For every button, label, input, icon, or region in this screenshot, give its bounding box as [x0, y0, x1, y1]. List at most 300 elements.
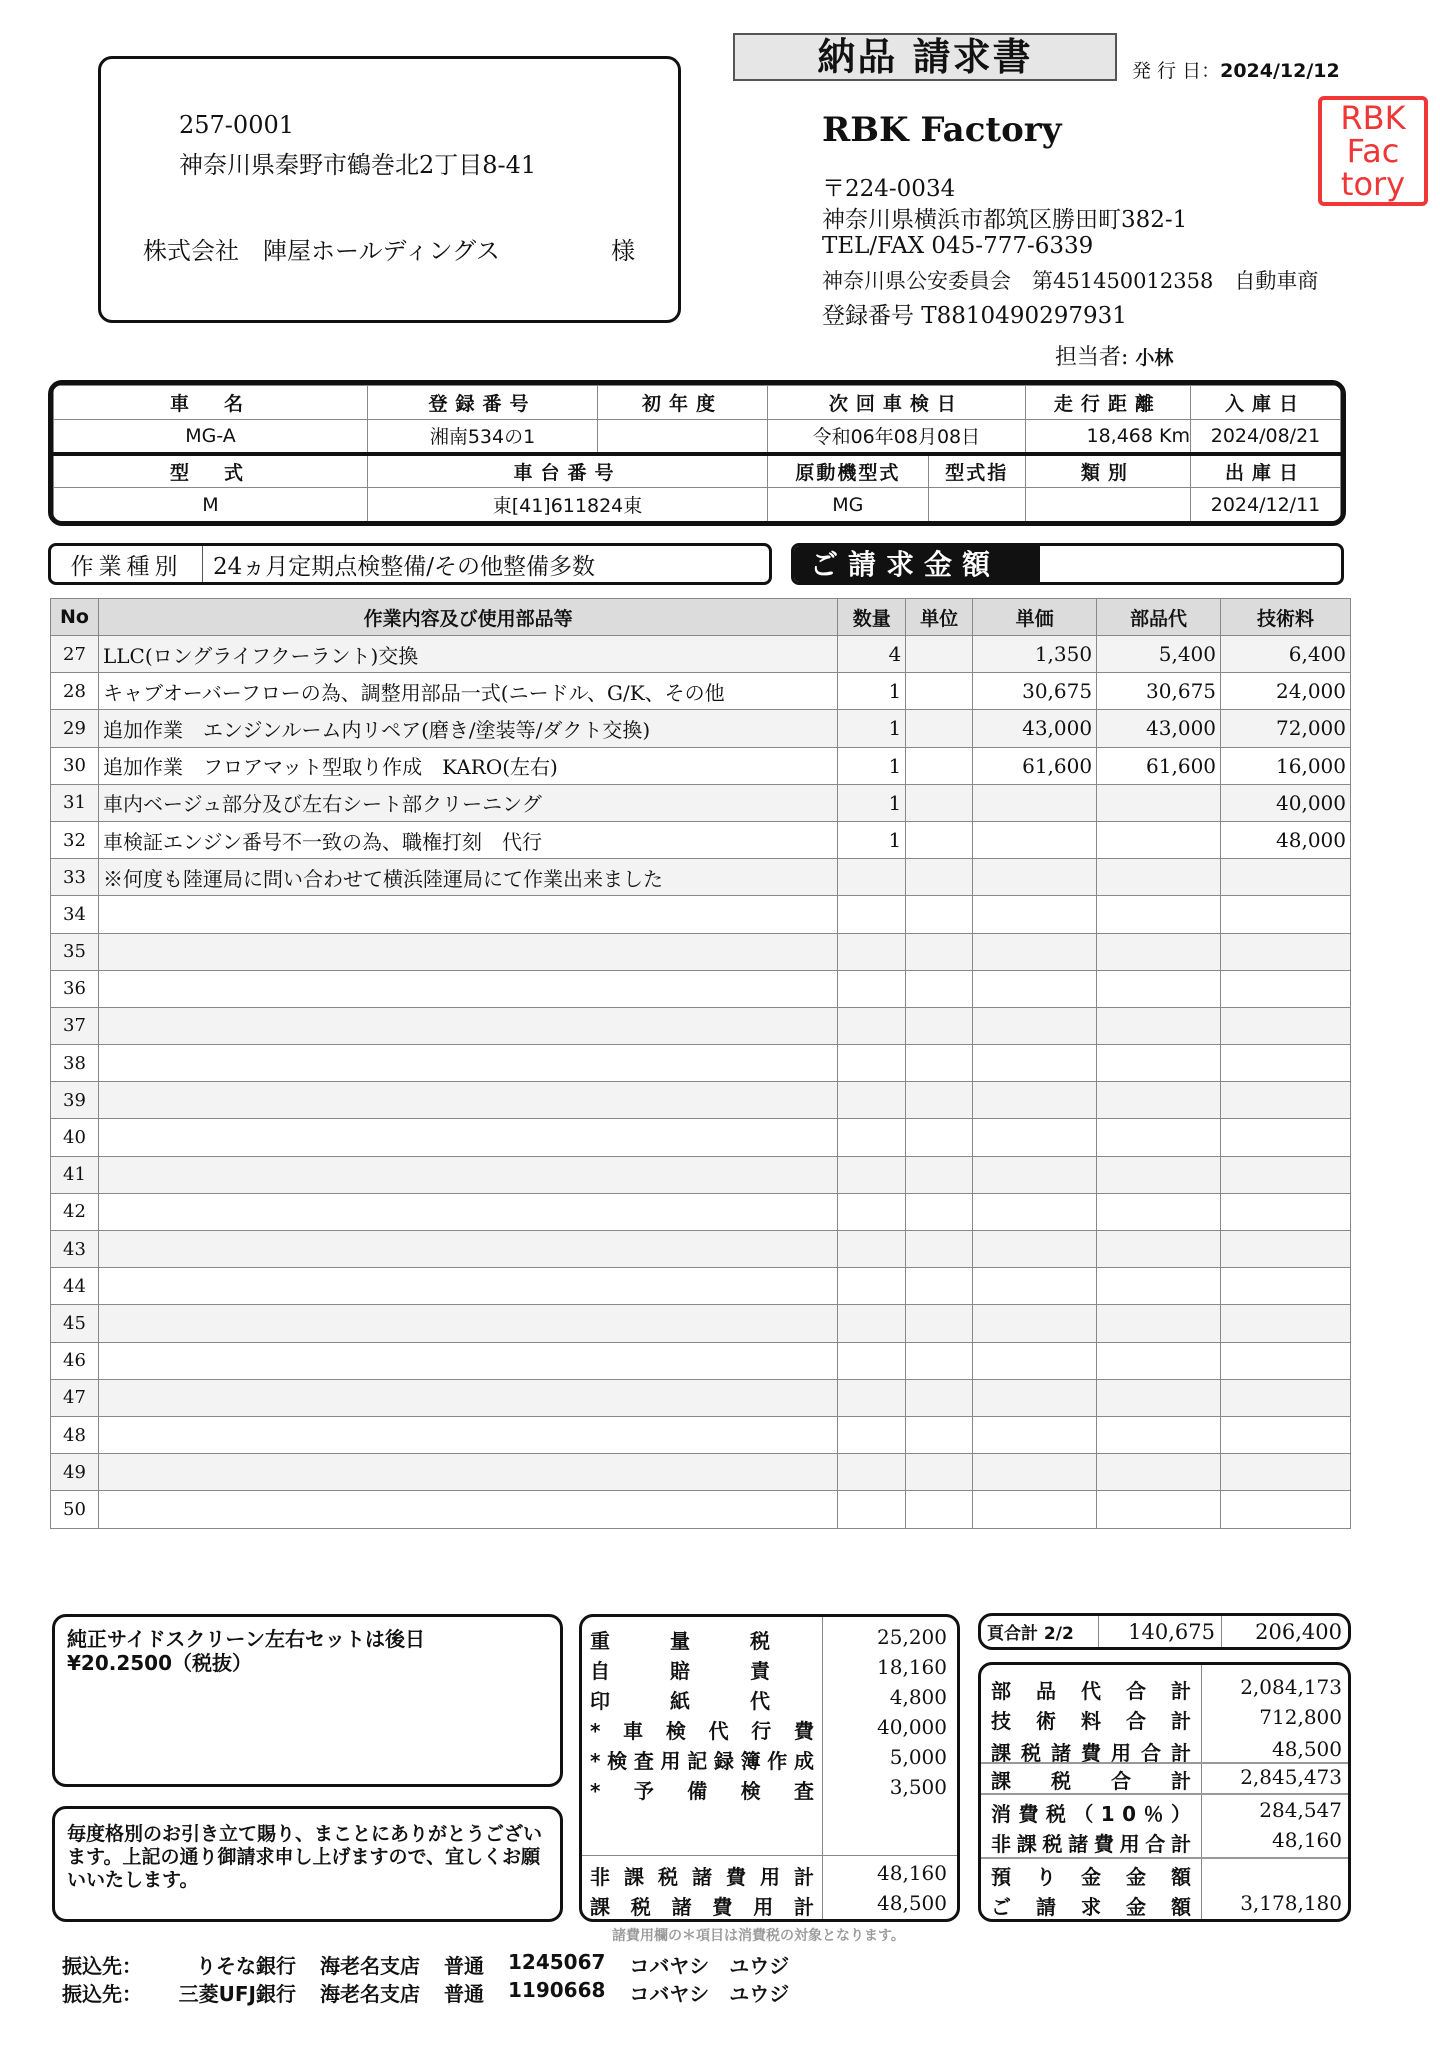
fee-row: [582, 1625, 957, 1655]
cell-qty: [838, 1305, 906, 1342]
table-row: [51, 1045, 1351, 1082]
page-total-box: [978, 1613, 1351, 1650]
column-header: 単位: [906, 599, 973, 636]
cell-price: 1,350: [973, 636, 1097, 673]
cell-no: 48: [51, 1416, 99, 1453]
cell-no: 35: [51, 933, 99, 970]
bank-holder: コバヤシ ユウジ: [629, 1982, 790, 2006]
cell-unit: [906, 1305, 973, 1342]
cell-no: 41: [51, 1156, 99, 1193]
cell-parts: [1097, 1193, 1221, 1230]
customer-address: 神奈川県秦野市鶴巻北2丁目8-41: [179, 151, 537, 179]
cell-unit: [906, 933, 973, 970]
table-row: [51, 933, 1351, 970]
company-name: RBK Factory: [822, 110, 1062, 150]
total-value: 2,845,473: [1240, 1765, 1342, 1789]
cell-no: 46: [51, 1342, 99, 1379]
total-label: 課税諸費用合計: [991, 1741, 1201, 1765]
cell-qty: 1: [838, 821, 906, 858]
cell-qty: [838, 970, 906, 1007]
total-row: [981, 1705, 1348, 1735]
cell-no: 40: [51, 1119, 99, 1156]
cell-qty: [838, 1119, 906, 1156]
cell-price: [973, 933, 1097, 970]
cell-desc: [98, 1231, 837, 1268]
cell-price: [973, 1342, 1097, 1379]
cell-parts: [1097, 821, 1221, 858]
table-row: [51, 1156, 1351, 1193]
vehicle-value: 18,468 Km: [1025, 420, 1190, 454]
page-total-tech: 206,400: [1255, 1619, 1342, 1644]
cell-desc: ※何度も陸運局に問い合わせて横浜陸運局にて作業出来ました: [98, 859, 837, 896]
table-row: [51, 1491, 1351, 1528]
cell-desc: [98, 1268, 837, 1305]
cell-desc: 追加作業 エンジンルーム内リペア(磨き/塗装等/ダクト交換): [98, 710, 837, 747]
vehicle-header: 出庫日: [1191, 454, 1341, 488]
fee-value: 18,160: [877, 1655, 947, 1679]
fee-label: 印紙代: [590, 1689, 830, 1713]
cell-qty: [838, 933, 906, 970]
bank-holder: コバヤシ ユウジ: [629, 1954, 790, 1978]
bank-branch: 海老名支店: [320, 1982, 420, 2006]
column-header: 作業内容及び使用部品等: [98, 599, 837, 636]
vehicle-value: 2024/08/21: [1191, 420, 1341, 454]
cell-parts: [1097, 1007, 1221, 1044]
customer-postal: 257-0001: [179, 111, 294, 139]
bank-label: 振込先：: [62, 1954, 142, 1978]
cell-no: 34: [51, 896, 99, 933]
fee-row: [582, 1715, 957, 1745]
cell-tech: 40,000: [1221, 784, 1351, 821]
cell-unit: [906, 859, 973, 896]
cell-unit: [906, 821, 973, 858]
cell-unit: [906, 1082, 973, 1119]
fee-row: [582, 1655, 957, 1685]
billing-amount-box: [791, 543, 1344, 585]
vehicle-value: 湘南534の1: [368, 420, 598, 454]
cell-qty: [838, 1045, 906, 1082]
cell-parts: 5,400: [1097, 636, 1221, 673]
cell-parts: [1097, 896, 1221, 933]
cell-parts: [1097, 1045, 1221, 1082]
cell-tech: [1221, 933, 1351, 970]
cell-unit: [906, 1491, 973, 1528]
customer-name: 株式会社 陣屋ホールディングス: [143, 237, 500, 265]
table-row: [51, 1119, 1351, 1156]
column-header: 数量: [838, 599, 906, 636]
cell-tech: [1221, 1342, 1351, 1379]
cell-no: 36: [51, 970, 99, 1007]
cell-qty: [838, 1342, 906, 1379]
cell-qty: [838, 1379, 906, 1416]
cell-parts: [1097, 1379, 1221, 1416]
table-row: [51, 1193, 1351, 1230]
cell-parts: [1097, 1231, 1221, 1268]
cell-qty: 1: [838, 747, 906, 784]
cell-price: [973, 1491, 1097, 1528]
total-label: ご請求金額: [991, 1895, 1216, 1919]
fee-row: [582, 1685, 957, 1715]
cell-unit: [906, 673, 973, 710]
cell-unit: [906, 1045, 973, 1082]
cell-price: [973, 1379, 1097, 1416]
total-value: 3,178,180: [1240, 1891, 1342, 1915]
table-row: [51, 636, 1351, 673]
company-seal-stamp: RBK Fac tory: [1318, 96, 1428, 206]
bank-label: 振込先：: [62, 1982, 142, 2006]
cell-unit: [906, 1379, 973, 1416]
column-header: 部品代: [1097, 599, 1221, 636]
vehicle-header: 初年度: [598, 386, 768, 420]
cell-no: 37: [51, 1007, 99, 1044]
cell-unit: [906, 1231, 973, 1268]
vehicle-value: 2024/12/11: [1191, 488, 1341, 522]
cell-price: 30,675: [973, 673, 1097, 710]
cell-unit: [906, 1119, 973, 1156]
total-label: 非課税諸費用合計: [991, 1832, 1197, 1856]
cell-desc: [98, 1193, 837, 1230]
total-value: 48,160: [1272, 1828, 1342, 1852]
vehicle-value: MG-A: [54, 420, 368, 454]
cell-unit: [906, 1193, 973, 1230]
table-row: [51, 747, 1351, 784]
fee-label: 重量税: [590, 1629, 830, 1653]
cell-price: [973, 1156, 1097, 1193]
cell-tech: [1221, 1119, 1351, 1156]
cell-no: 42: [51, 1193, 99, 1230]
items-table: [50, 598, 1351, 1529]
table-row: [51, 896, 1351, 933]
cell-parts: [1097, 784, 1221, 821]
table-row: [51, 821, 1351, 858]
issue-date-value: 2024/12/12: [1220, 60, 1340, 82]
cell-tech: [1221, 896, 1351, 933]
vehicle-header: 車 名: [54, 386, 368, 420]
issue-date-label: 発 行 日：: [1132, 60, 1221, 82]
cell-price: [973, 784, 1097, 821]
total-label: 部品代合計: [991, 1679, 1216, 1703]
cell-desc: [98, 1156, 837, 1193]
bank-type: 普通: [444, 1982, 484, 2006]
cell-price: 43,000: [973, 710, 1097, 747]
table-row: [51, 1416, 1351, 1453]
cell-qty: [838, 859, 906, 896]
company-tel: TEL/FAX 045-777-6339: [822, 233, 1094, 259]
cell-no: 49: [51, 1454, 99, 1491]
bank-account: 1190668: [508, 1978, 606, 2002]
cell-unit: [906, 1156, 973, 1193]
cell-no: 44: [51, 1268, 99, 1305]
cell-unit: [906, 784, 973, 821]
cell-parts: [1097, 1491, 1221, 1528]
work-type-box: [48, 543, 772, 585]
cell-qty: 1: [838, 710, 906, 747]
vehicle-value: 令和06年08月08日: [768, 420, 1026, 454]
total-row: [981, 1861, 1348, 1891]
vehicle-value: MG: [768, 488, 929, 522]
company-registration: 登録番号 T8810490297931: [822, 303, 1127, 329]
cell-price: [973, 821, 1097, 858]
table-row: [51, 1231, 1351, 1268]
fee-subtotal-value: 48,500: [877, 1891, 947, 1915]
vehicle-header: 次回車検日: [768, 386, 1026, 420]
cell-qty: [838, 1231, 906, 1268]
cell-unit: [906, 747, 973, 784]
cell-tech: 24,000: [1221, 673, 1351, 710]
cell-qty: 4: [838, 636, 906, 673]
column-header: No: [51, 599, 99, 636]
cell-qty: [838, 1082, 906, 1119]
vehicle-value: M: [54, 488, 368, 522]
cell-desc: [98, 1379, 837, 1416]
fee-subtotal-label: 非課税諸費用計: [590, 1865, 828, 1889]
total-label: 預り金金額: [991, 1865, 1216, 1889]
cell-unit: [906, 970, 973, 1007]
table-row: [51, 673, 1351, 710]
vehicle-header: 車台番号: [368, 454, 768, 488]
cell-parts: [1097, 1454, 1221, 1491]
column-header: 単価: [973, 599, 1097, 636]
table-row: [51, 1342, 1351, 1379]
bank-branch: 海老名支店: [320, 1954, 420, 1978]
vehicle-header: 型 式: [54, 454, 368, 488]
cell-tech: 72,000: [1221, 710, 1351, 747]
cell-parts: [1097, 933, 1221, 970]
cell-unit: [906, 636, 973, 673]
vehicle-header: 原動機型式: [768, 454, 929, 488]
vehicle-header: 走行距離: [1025, 386, 1190, 420]
cell-no: 50: [51, 1491, 99, 1528]
cell-parts: [1097, 1342, 1221, 1379]
fee-subtotal-row: [582, 1891, 957, 1921]
company-address: 神奈川県横浜市都筑区勝田町382-1: [822, 207, 1188, 233]
cell-no: 32: [51, 821, 99, 858]
cell-no: 33: [51, 859, 99, 896]
cell-qty: [838, 1156, 906, 1193]
cell-unit: [906, 1416, 973, 1453]
table-row: [51, 1379, 1351, 1416]
cell-tech: [1221, 1007, 1351, 1044]
memo-line: ¥20.2500（税抜）: [67, 1651, 253, 1675]
total-row: [981, 1675, 1348, 1705]
cell-qty: [838, 896, 906, 933]
fee-label: 自賠責: [590, 1659, 830, 1683]
cell-no: 38: [51, 1045, 99, 1082]
vehicle-value: [598, 420, 768, 454]
table-row: [51, 970, 1351, 1007]
cell-qty: [838, 1193, 906, 1230]
fee-value: 4,800: [889, 1685, 947, 1709]
cell-desc: [98, 1342, 837, 1379]
cell-unit: [906, 1342, 973, 1379]
cell-tech: [1221, 1082, 1351, 1119]
fee-subtotal-row: [582, 1861, 957, 1891]
cell-tech: [1221, 1193, 1351, 1230]
memo-box: [52, 1614, 563, 1787]
bank-type: 普通: [444, 1954, 484, 1978]
cell-desc: 車検証エンジン番号不一致の為、職権打刻 代行: [98, 821, 837, 858]
cell-no: 29: [51, 710, 99, 747]
cell-parts: [1097, 970, 1221, 1007]
cell-price: [973, 859, 1097, 896]
cell-parts: [1097, 1416, 1221, 1453]
cell-price: [973, 1454, 1097, 1491]
cell-tech: [1221, 1454, 1351, 1491]
customer-address-box: [98, 56, 681, 323]
cell-no: 43: [51, 1231, 99, 1268]
total-row: [981, 1891, 1348, 1921]
bank-bank: りそな銀行: [196, 1954, 296, 1978]
vehicle-header: 類別: [1025, 454, 1190, 488]
cell-unit: [906, 1454, 973, 1491]
table-row: [51, 1007, 1351, 1044]
fee-row: [582, 1745, 957, 1775]
cell-tech: [1221, 1305, 1351, 1342]
cell-price: [973, 1305, 1097, 1342]
cell-no: 45: [51, 1305, 99, 1342]
thanks-message: 毎度格別のお引き立て賜り、まことにありがとうございます。上記の通り御請求申し上げますので、宜しくお願いいたします。: [52, 1806, 563, 1922]
cell-desc: [98, 1305, 837, 1342]
cell-desc: [98, 933, 837, 970]
customer-honorific: 様: [611, 237, 635, 265]
total-value: 712,800: [1259, 1705, 1342, 1729]
vehicle-info-table: [48, 380, 1346, 526]
cell-desc: [98, 896, 837, 933]
total-label: 課税合計: [991, 1769, 1231, 1793]
cell-qty: [838, 1268, 906, 1305]
cell-no: 27: [51, 636, 99, 673]
company-postal: 〒224-0034: [822, 176, 956, 202]
cell-price: [973, 970, 1097, 1007]
cell-tech: [1221, 970, 1351, 1007]
cell-price: [973, 1193, 1097, 1230]
fee-label: *検査用記録簿作成: [590, 1749, 821, 1773]
cell-parts: 30,675: [1097, 673, 1221, 710]
fee-subtotal-label: 課税諸費用計: [590, 1895, 835, 1919]
bank-account: [62, 1978, 789, 2007]
cell-tech: [1221, 1416, 1351, 1453]
fee-label: *車検代行費: [590, 1719, 837, 1743]
cell-qty: [838, 1491, 906, 1528]
fees-box: [579, 1614, 960, 1922]
cell-tech: [1221, 1156, 1351, 1193]
cell-price: 61,600: [973, 747, 1097, 784]
cell-parts: [1097, 1119, 1221, 1156]
cell-price: [973, 1268, 1097, 1305]
cell-parts: 61,600: [1097, 747, 1221, 784]
cell-qty: 1: [838, 673, 906, 710]
cell-qty: [838, 1007, 906, 1044]
cell-desc: LLC(ロングライフクーラント)交換: [98, 636, 837, 673]
fees-note: 諸費用欄の＊項目は消費税の対象となります。: [612, 1928, 905, 1944]
table-row: [51, 784, 1351, 821]
total-row: [981, 1765, 1348, 1795]
cell-unit: [906, 710, 973, 747]
work-type-value: 24ヵ月定期点検整備/その他整備多数: [213, 553, 596, 580]
cell-qty: 1: [838, 784, 906, 821]
cell-parts: [1097, 1082, 1221, 1119]
cell-no: 39: [51, 1082, 99, 1119]
cell-tech: [1221, 1379, 1351, 1416]
staff-value: 小林: [1135, 347, 1174, 369]
staff-label: 担当者:: [1055, 345, 1129, 370]
cell-qty: [838, 1454, 906, 1491]
cell-tech: 16,000: [1221, 747, 1351, 784]
cell-desc: [98, 1491, 837, 1528]
cell-tech: [1221, 1045, 1351, 1082]
cell-desc: 車内ベージュ部分及び左右シート部クリーニング: [98, 784, 837, 821]
cell-desc: [98, 970, 837, 1007]
cell-desc: [98, 1454, 837, 1491]
cell-price: [973, 896, 1097, 933]
cell-parts: [1097, 1156, 1221, 1193]
table-row: [51, 1268, 1351, 1305]
vehicle-value: 東[41]611824東: [368, 488, 768, 522]
page-total-parts: 140,675: [1099, 1616, 1222, 1647]
cell-unit: [906, 1268, 973, 1305]
cell-desc: [98, 1082, 837, 1119]
cell-tech: [1221, 1491, 1351, 1528]
bank-account: [62, 1950, 789, 1979]
cell-no: 47: [51, 1379, 99, 1416]
cell-parts: 43,000: [1097, 710, 1221, 747]
table-row: [51, 859, 1351, 896]
cell-parts: [1097, 1268, 1221, 1305]
vehicle-header: 入庫日: [1191, 386, 1341, 420]
cell-parts: [1097, 1305, 1221, 1342]
fee-value: 25,200: [877, 1625, 947, 1649]
issue-date: [1132, 56, 1340, 83]
table-row: [51, 1082, 1351, 1119]
cell-no: 31: [51, 784, 99, 821]
vehicle-header: 登録番号: [368, 386, 598, 420]
billing-amount-label: ご請求金額: [794, 546, 1040, 582]
table-row: [51, 710, 1351, 747]
total-value: 284,547: [1259, 1798, 1342, 1822]
cell-qty: [838, 1416, 906, 1453]
bank-bank: 三菱UFJ銀行: [178, 1982, 296, 2006]
fee-row: [582, 1775, 957, 1805]
fee-label: *予備検査: [590, 1779, 848, 1803]
cell-parts: [1097, 859, 1221, 896]
cell-desc: [98, 1119, 837, 1156]
cell-tech: [1221, 859, 1351, 896]
fee-value: 3,500: [889, 1775, 947, 1799]
total-label: 技術料合計: [991, 1709, 1216, 1733]
cell-desc: [98, 1416, 837, 1453]
cell-no: 28: [51, 673, 99, 710]
document-title: 納品 請求書: [733, 33, 1117, 81]
total-row: [981, 1828, 1348, 1858]
cell-price: [973, 1416, 1097, 1453]
cell-no: 30: [51, 747, 99, 784]
page-total-label: 頁合計 2/2: [981, 1616, 1099, 1647]
total-label: 消費税（10％）: [991, 1802, 1199, 1826]
work-type-label: 作業種別: [51, 546, 203, 582]
column-header: 技術料: [1221, 599, 1351, 636]
table-row: [51, 1454, 1351, 1491]
total-row: [981, 1798, 1348, 1828]
cell-price: [973, 1045, 1097, 1082]
total-value: 48,500: [1272, 1737, 1342, 1761]
cell-tech: 48,000: [1221, 821, 1351, 858]
vehicle-value: [1025, 488, 1190, 522]
totals-box: [978, 1662, 1351, 1922]
cell-desc: [98, 1007, 837, 1044]
vehicle-header: 型式指: [928, 454, 1025, 488]
company-license: 神奈川県公安委員会 第451450012358 自動車商: [822, 269, 1319, 293]
table-row: [51, 1305, 1351, 1342]
